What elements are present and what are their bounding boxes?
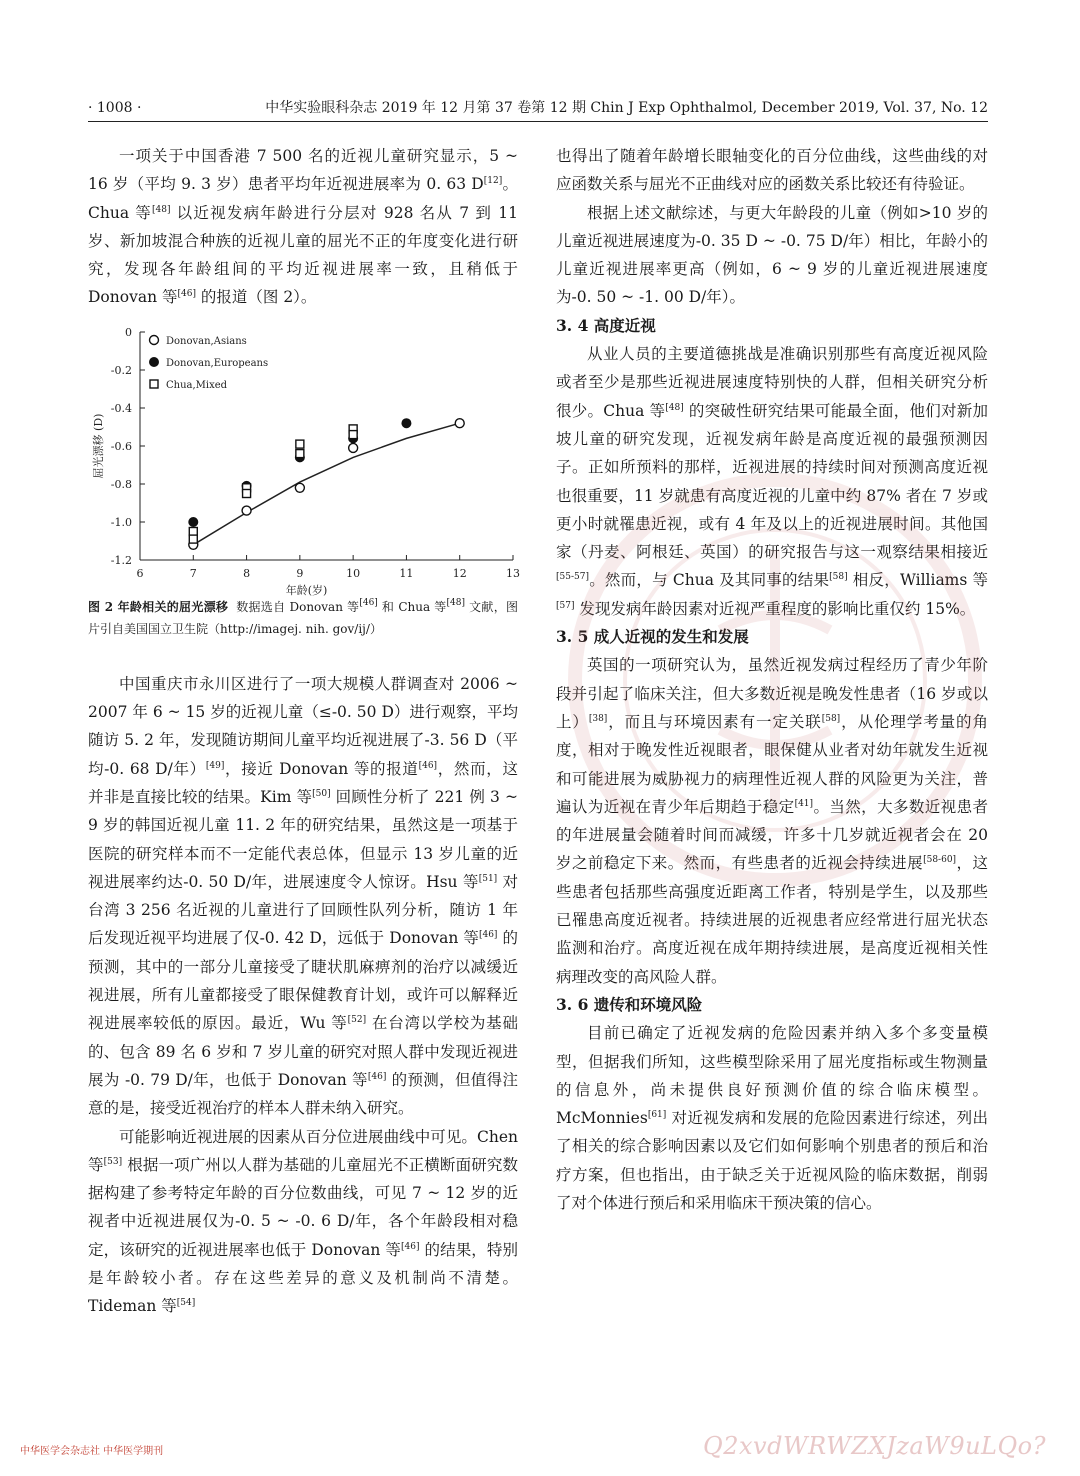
data-point-open-square xyxy=(296,440,304,448)
paragraph: 中国重庆市永川区进行了一项大规模人群调查对 2006 ~ 2007 年 6 ~ 15 岁的近视儿童（≤-0. 50 D）进行观察，平均随访 5. 2 年，发现随访期间儿童平均近视进展了-3. 56 D（平均-0. 68 D/年）[49]，接近 Donovan 等的报道[46]，然而，这并非是直接比较的结果。Kim 等[50] 回顾性分析了 221 例 3 ~ 9 岁的韩国近视儿童 11. 2 年的研究结果，虽然这是一项基于医院的研究样本而不一定能代表总体，但显示 13 岁儿童的近视进展率约达-0. 50 D/年，进展速度令人惊讶。Hsu 等[51] 对台湾 3 256 名近视的儿童进行了回顾性队列分析，随访 1 年后发现近视平均进展了仅-0. 42 D，远低于 Donovan 等[46] 的预测，其中的一部分儿童接受了睫状肌麻痹剂的治疗以减缓近视进展，所有儿童都接受了眼保健教育计划，或许可以解释近视进展率较低的原因。最近，Wu 等[52] 在台湾以学校为基础的、包含 89 名 6 岁和 7 岁儿童的研究对照人群中发现近视进展为 -0. 79 D/年，也低于 Donovan 等[46] 的预测，但值得注意的是，接受近视治疗的样本人群未纳入研究。 xyxy=(88,674,519,1118)
legend-marker xyxy=(150,357,159,366)
paragraph: 也得出了随着年龄增长眼轴变化的百分位曲线，这些曲线的对应函数关系与屈光不正曲线对应的函数关系比较还有待验证。 xyxy=(556,147,988,194)
age-refraction-chart xyxy=(88,320,518,596)
footer-code: Q2xvdWRWZXJzaW9uLQo? xyxy=(703,1432,1046,1460)
data-point-filled-circle xyxy=(402,418,411,427)
figure-2 xyxy=(88,320,518,658)
paragraph: 根据上述文献综述，与更大年龄段的儿童（例如>10 岁的儿童近视进展速度为-0. 35 D ~ -0. 75 D/年）相比，年龄小的儿童近视进展率更高（例如，6 ~ 9 岁的儿童近视进展速度为-0. 50 ~ -1. 00 D/年）。 xyxy=(556,203,988,307)
x-tick-label: 8 xyxy=(243,566,251,580)
paragraph: 从业人员的主要道德挑战是准确识别那些有高度近视风险或者至少是那些近视进展速度特别快的人群，但相关研究分析很少。Chua 等[48] 的突破性研究结果可能最全面，他们对新加坡儿童的研究发现，近视发病年龄是高度近视的最强预测因子。正如所预料的那样，近视进展的持续时间对预测高度近视也很重要，11 岁就患有高度近视的儿童中约 87% 者在 7 岁或更小时就罹患近视，或有 4 年及以上的近视进展时间。其他国家（丹麦、阿根廷、英国）的研究报告与这一观察结果相接近[55-57]。然而，与 Chua 及其同事的结果[58] 相反，Williams 等[57] 发现发病年龄因素对近视严重程度的影响比重仅约 15%。 xyxy=(556,345,988,618)
x-tick-label: 11 xyxy=(399,566,414,580)
right-column xyxy=(556,142,988,1217)
legend-marker xyxy=(150,380,158,388)
x-axis-title: 年龄(岁) xyxy=(285,583,328,597)
section-heading: 3. 4 高度近视 xyxy=(556,315,656,335)
section-heading: 3. 5 成人近视的发生和发展 xyxy=(556,627,749,647)
legend-label: Donovan,Asians xyxy=(166,335,247,347)
x-tick-label: 7 xyxy=(189,566,197,580)
data-point-filled-circle xyxy=(189,517,198,526)
data-point-open-square xyxy=(189,535,197,543)
legend-label: Chua,Mixed xyxy=(166,379,228,391)
x-tick-label: 12 xyxy=(452,566,467,580)
data-point-open-circle xyxy=(455,418,464,427)
x-tick-label: 6 xyxy=(136,566,144,580)
left-column xyxy=(88,142,518,1321)
y-tick-label: -0.6 xyxy=(110,439,132,453)
x-tick-label: 13 xyxy=(506,566,520,580)
publisher-logo: 中华医学会杂志社 中华医学期刊 xyxy=(20,1446,164,1457)
figure-caption: 图 2 年龄相关的屈光漂移 数据选自 Donovan 等[46] 和 Chua 等[48] 文献，图片引自美国国立卫生院（http://imagej. nih. gov/ij/） xyxy=(88,597,518,636)
x-tick-label: 10 xyxy=(346,566,361,580)
y-tick-label: -1.0 xyxy=(110,515,132,529)
y-tick-label: -0.4 xyxy=(110,401,132,415)
y-tick-label: -1.2 xyxy=(110,553,132,567)
data-point-open-circle xyxy=(295,483,304,492)
page-number: · 1008 · xyxy=(88,100,142,116)
y-tick-label: -0.2 xyxy=(110,363,132,377)
section-heading: 3. 6 遗传和环境风险 xyxy=(556,994,703,1014)
caption-label: 图 2 年龄相关的屈光漂移 xyxy=(88,599,229,614)
data-point-open-circle xyxy=(242,506,251,515)
journal-info: 中华实验眼科杂志 2019 年 12 月第 37 卷第 12 期 Chin J Exp Ophthalmol, December 2019, Vol. 37, No. 12 xyxy=(265,100,988,116)
legend-marker xyxy=(150,335,159,344)
data-point-open-circle xyxy=(349,443,358,452)
paragraph: 目前已确定了近视发病的危险因素并纳入多个多变量模型，但据我们所知，这些模型除采用了屈光度指标或生物测量的信息外，尚未提供良好预测价值的综合临床模型。McMonnies[61] 对近视发病和发展的危险因素进行综述，列出了相关的综合影响因素以及它们如何影响个别患者的预后和治疗方案，但也指出，由于缺乏关于近视风险的临床数据，削弱了对个体进行预后和采用临床干预决策的信心。 xyxy=(556,1024,988,1212)
paragraph: 可能影响近视进展的因素从百分位进展曲线中可见。Chen 等[53] 根据一项广州以人群为基础的儿童屈光不正横断面研究数据构建了参考特定年龄的百分位数曲线，可见 7 ~ 12 岁的近视者中近视进展仅为-0. 5 ~ -0. 6 D/年，各个年龄段相对稳定，该研究的近视进展率也低于 Donovan 等[46] 的结果，特别是年龄较小者。存在这些差异的意义及机制尚不清楚。Tideman 等[54] xyxy=(88,1127,518,1316)
fit-curve xyxy=(193,423,459,545)
y-tick-label: -0.8 xyxy=(110,477,132,491)
y-axis-title: 屈光漂移 (D) xyxy=(92,413,105,479)
legend-label: Donovan,Europeans xyxy=(166,357,269,369)
data-point-open-square xyxy=(189,527,197,535)
page-header xyxy=(88,97,988,119)
paragraph: 一项关于中国香港 7 500 名的近视儿童研究显示，5 ~ 16 岁（平均 9. 3 岁）患者平均年近视进展率为 0. 63 D[12]。Chua 等[48] 以近视发病年龄进行分层对 928 名从 7 到 11 岁、新加坡混合种族的近视儿童的屈光不正的年度变化进行研究，发现各年龄组间的平均近视进展率一致，且稍低于 Donovan 等[46] 的报道（图 2）。 xyxy=(88,147,518,307)
y-tick-label: 0 xyxy=(125,325,132,339)
paragraph: 英国的一项研究认为，虽然近视发病过程经历了青少年阶段并引起了临床关注，但大多数近视是晚发性患者（16 岁或以上）[38]，而且与环境因素有一定关联[58]，从伦理学考量的角度，相对于晚发性近视眼者，眼保健从业者对幼年就发生近视和可能进展为威胁视力的病理性近视人群的风险更为关注，普遍认为近视在青少年后期趋于稳定[41]。当然，大多数近视患者的年进展量会随着时间而减缓，许多十几岁就近视者会在 20 岁之前稳定下来。然而，有些患者的近视会持续进展[58-60]，这些患者包括那些高强度近距离工作者，特别是学生，以及那些已罹患高度近视者。持续进展的近视患者应经常进行屈光状态监测和治疗。高度近视在成年期持续进展，是高度近视相关性病理改变的高风险人群。 xyxy=(556,656,988,986)
data-point-open-square xyxy=(296,449,304,457)
header-rule xyxy=(88,121,988,122)
data-point-open-square xyxy=(243,489,251,497)
data-point-open-square xyxy=(349,430,357,438)
x-tick-label: 9 xyxy=(296,566,304,580)
